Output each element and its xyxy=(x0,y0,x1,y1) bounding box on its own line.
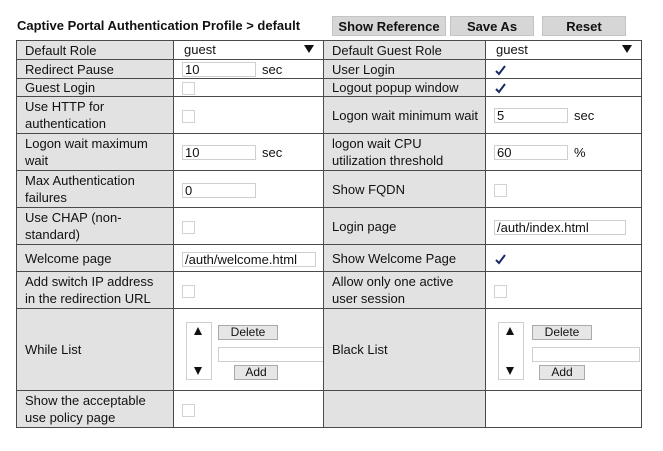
table-row xyxy=(17,245,642,272)
logon-wait-max-unit: sec xyxy=(262,145,283,161)
empty-value-cell xyxy=(486,391,642,428)
logon-wait-min-input[interactable]: 5 xyxy=(494,108,568,123)
one-active-session-label: Allow only one active user session xyxy=(324,272,486,309)
black-list-input[interactable] xyxy=(532,347,640,362)
default-role-label: Default Role xyxy=(17,41,174,60)
login-page-label: Login page xyxy=(324,208,486,245)
logon-wait-min-label: Logon wait minimum wait xyxy=(324,97,486,134)
scroll-down-icon[interactable] xyxy=(194,367,202,375)
use-http-checkbox[interactable] xyxy=(182,110,195,123)
white-list-add-button[interactable]: Add xyxy=(234,365,278,380)
logout-popup-checkbox[interactable] xyxy=(494,82,507,95)
profile-settings-table xyxy=(16,40,642,428)
max-auth-failures-label: Max Authentication failures xyxy=(17,171,174,208)
table-row xyxy=(17,134,642,171)
page-title: Captive Portal Authentication Profile > default xyxy=(17,18,301,33)
show-fqdn-checkbox[interactable] xyxy=(494,184,507,197)
black-list-delete-button[interactable]: Delete xyxy=(532,325,592,340)
logon-wait-cpu-unit: % xyxy=(574,145,586,161)
use-chap-label: Use CHAP (non-standard) xyxy=(17,208,174,245)
welcome-page-label: Welcome page xyxy=(17,245,174,272)
guest-login-checkbox[interactable] xyxy=(182,82,195,95)
black-list-label: Black List xyxy=(324,309,486,391)
checkmark-icon xyxy=(494,82,507,95)
default-role-value: guest xyxy=(184,42,216,57)
table-row xyxy=(17,208,642,245)
add-switch-ip-checkbox[interactable] xyxy=(182,285,195,298)
table-row xyxy=(17,79,642,97)
checkmark-icon xyxy=(494,253,507,266)
white-list-box[interactable] xyxy=(186,322,212,380)
redirect-pause-label: Redirect Pause xyxy=(17,60,174,79)
default-guest-role-value: guest xyxy=(496,42,528,57)
show-welcome-page-checkbox[interactable] xyxy=(494,253,507,266)
user-login-checkbox[interactable] xyxy=(494,64,507,77)
black-list-add-button[interactable]: Add xyxy=(539,365,585,380)
add-switch-ip-label: Add switch IP address in the redirection URL xyxy=(17,272,174,309)
black-list-box[interactable] xyxy=(498,322,524,380)
default-role-select[interactable] xyxy=(182,43,316,57)
logon-wait-max-input[interactable]: 10 xyxy=(182,145,256,160)
reset-button[interactable]: Reset xyxy=(542,16,626,36)
white-list-editor xyxy=(182,319,316,381)
table-row xyxy=(17,309,642,391)
black-list-editor xyxy=(494,319,634,381)
one-active-session-checkbox[interactable] xyxy=(494,285,507,298)
white-list-label: While List xyxy=(17,309,174,391)
table-row xyxy=(17,391,642,428)
redirect-pause-input[interactable]: 10 xyxy=(182,62,256,77)
dropdown-arrow-icon[interactable] xyxy=(622,45,632,53)
show-aup-checkbox[interactable] xyxy=(182,404,195,417)
checkmark-icon xyxy=(494,64,507,77)
logon-wait-cpu-label: logon wait CPU utilization threshold xyxy=(324,134,486,171)
show-aup-label: Show the acceptable use policy page xyxy=(17,391,174,428)
table-row xyxy=(17,272,642,309)
scroll-up-icon[interactable] xyxy=(194,327,202,335)
scroll-up-icon[interactable] xyxy=(506,327,514,335)
login-page-input[interactable]: /auth/index.html xyxy=(494,220,626,235)
user-login-label: User Login xyxy=(324,60,486,79)
table-row xyxy=(17,60,642,79)
scroll-down-icon[interactable] xyxy=(506,367,514,375)
default-role-cell xyxy=(174,41,324,60)
logon-wait-max-label: Logon wait maximum wait xyxy=(17,134,174,171)
logon-wait-cpu-input[interactable]: 60 xyxy=(494,145,568,160)
default-guest-role-label: Default Guest Role xyxy=(324,41,486,60)
table-row xyxy=(17,41,642,60)
welcome-page-input[interactable]: /auth/welcome.html xyxy=(182,252,316,267)
show-welcome-page-label: Show Welcome Page xyxy=(324,245,486,272)
save-as-button[interactable]: Save As xyxy=(450,16,534,36)
use-http-label: Use HTTP for authentication xyxy=(17,97,174,134)
empty-label-cell xyxy=(324,391,486,428)
table-row xyxy=(17,171,642,208)
max-auth-failures-input[interactable]: 0 xyxy=(182,183,256,198)
table-row xyxy=(17,97,642,134)
white-list-delete-button[interactable]: Delete xyxy=(218,325,278,340)
dropdown-arrow-icon[interactable] xyxy=(304,45,314,53)
guest-login-label: Guest Login xyxy=(17,79,174,97)
show-fqdn-label: Show FQDN xyxy=(324,171,486,208)
default-guest-role-cell xyxy=(486,41,642,60)
logout-popup-label: Logout popup window xyxy=(324,79,486,97)
logon-wait-min-unit: sec xyxy=(574,108,595,124)
white-list-input[interactable] xyxy=(218,347,324,362)
show-reference-button[interactable]: Show Reference xyxy=(332,16,446,36)
redirect-pause-unit: sec xyxy=(262,62,283,78)
use-chap-checkbox[interactable] xyxy=(182,221,195,234)
default-guest-role-select[interactable] xyxy=(494,43,634,57)
